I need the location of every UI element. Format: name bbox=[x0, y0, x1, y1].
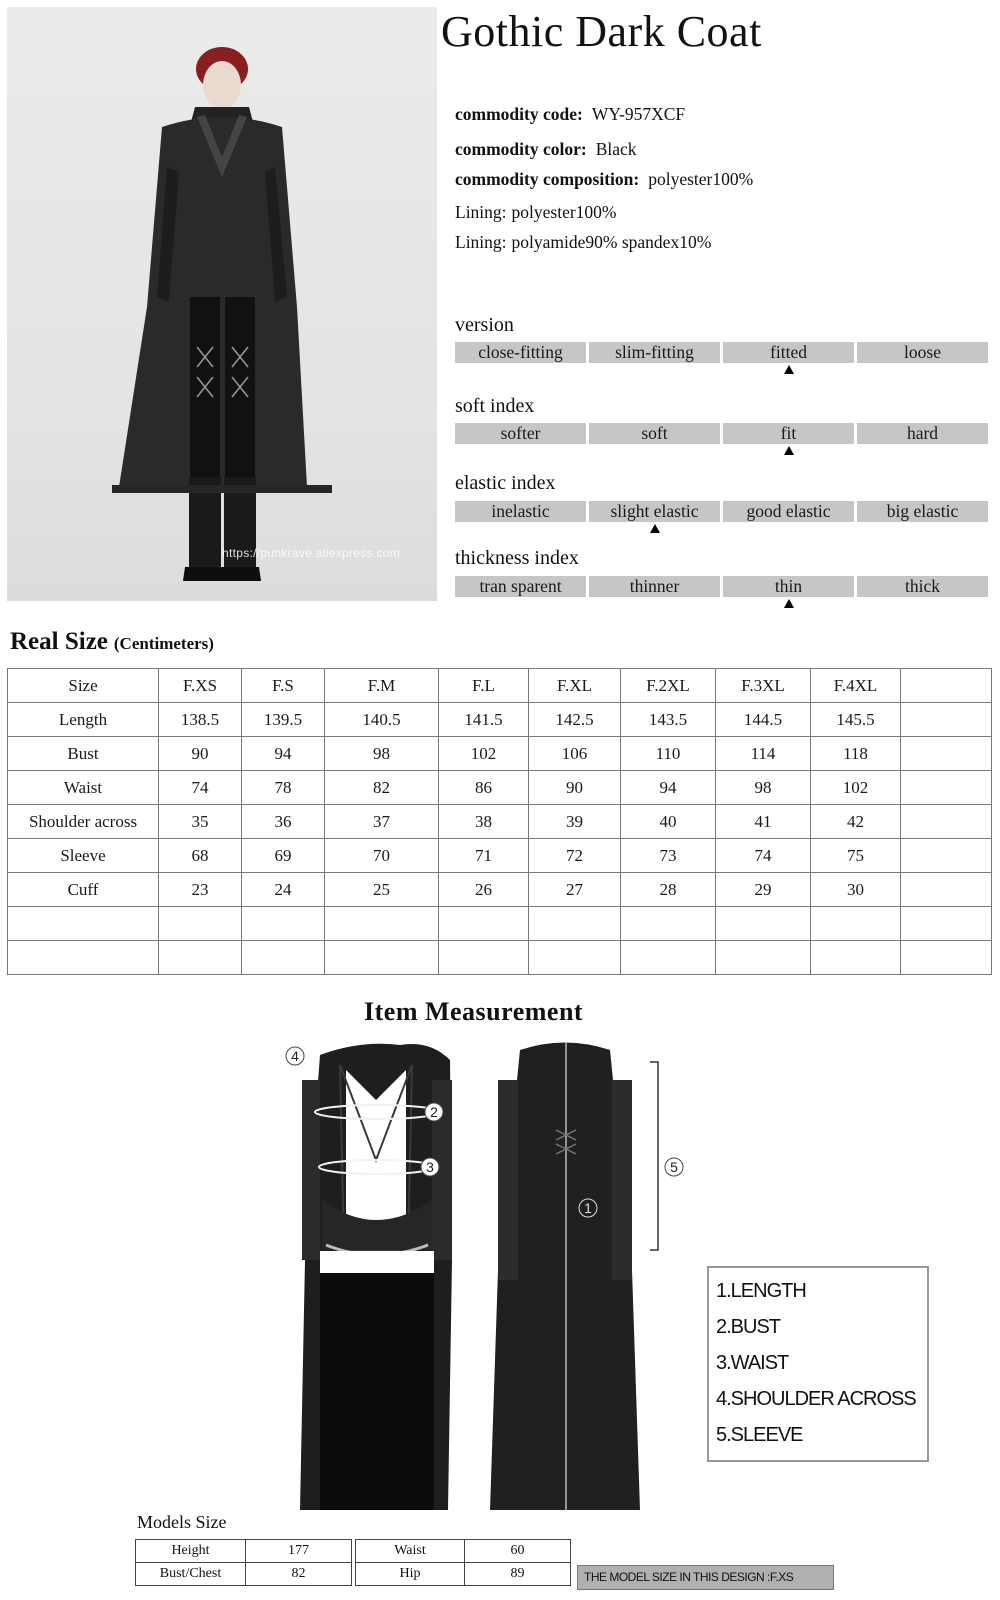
value-cell: 94 bbox=[621, 771, 716, 805]
value-cell bbox=[621, 907, 716, 941]
legend-waist: 3.WAIST bbox=[716, 1352, 789, 1374]
models-size-table-right bbox=[355, 1539, 571, 1586]
row-label-cell bbox=[8, 941, 159, 975]
spec-commodity-composition bbox=[455, 169, 753, 190]
option-slight-elastic: slight elastic bbox=[589, 501, 720, 522]
spec-label: commodity code: bbox=[455, 104, 583, 124]
table-header-cell: F.4XL bbox=[811, 669, 901, 703]
selected-marker bbox=[650, 524, 660, 533]
value-cell: 90 bbox=[159, 737, 242, 771]
model-illustration bbox=[7, 7, 437, 601]
spec-commodity-color bbox=[455, 139, 637, 160]
value-cell bbox=[811, 907, 901, 941]
spec-value: polyester100% bbox=[511, 202, 617, 222]
model-height-label: Height bbox=[136, 1540, 246, 1563]
value-cell bbox=[325, 941, 439, 975]
value-cell: 94 bbox=[242, 737, 325, 771]
value-cell: 71 bbox=[439, 839, 529, 873]
value-cell: 86 bbox=[439, 771, 529, 805]
table-header-cell: F.S bbox=[242, 669, 325, 703]
index-bar-elastic bbox=[455, 501, 987, 522]
spec-label: commodity color: bbox=[455, 139, 587, 159]
value-cell: 74 bbox=[716, 839, 811, 873]
value-cell bbox=[901, 941, 992, 975]
marker-1: 1 bbox=[584, 1200, 592, 1216]
value-cell bbox=[529, 907, 621, 941]
option-thick: thick bbox=[857, 576, 988, 597]
table-row bbox=[8, 941, 992, 975]
value-cell: 144.5 bbox=[716, 703, 811, 737]
index-title-elastic: elastic index bbox=[455, 472, 556, 494]
value-cell: 36 bbox=[242, 805, 325, 839]
value-cell: 40 bbox=[621, 805, 716, 839]
option-fitted: fitted bbox=[723, 342, 854, 363]
value-cell bbox=[439, 941, 529, 975]
value-cell: 35 bbox=[159, 805, 242, 839]
option-loose: loose bbox=[857, 342, 988, 363]
value-cell bbox=[242, 941, 325, 975]
table-row bbox=[8, 737, 992, 771]
row-label-cell bbox=[8, 907, 159, 941]
value-cell: 114 bbox=[716, 737, 811, 771]
legend-bust: 2.BUST bbox=[716, 1316, 781, 1338]
legend-length: 1.LENGTH bbox=[716, 1280, 806, 1302]
value-cell: 118 bbox=[811, 737, 901, 771]
table-header-cell: F.3XL bbox=[716, 669, 811, 703]
real-size-title bbox=[10, 628, 214, 656]
table-header-cell: Size bbox=[8, 669, 159, 703]
table-header-cell: F.XL bbox=[529, 669, 621, 703]
spec-label: Lining: bbox=[455, 232, 507, 252]
value-cell bbox=[901, 771, 992, 805]
value-cell: 90 bbox=[529, 771, 621, 805]
value-cell: 98 bbox=[716, 771, 811, 805]
model-size-note: THE MODEL SIZE IN THIS DESIGN :F.XS bbox=[577, 1565, 834, 1590]
option-good-elastic: good elastic bbox=[723, 501, 854, 522]
model-hip-label: Hip bbox=[356, 1563, 465, 1586]
option-thin: thin bbox=[723, 576, 854, 597]
option-thinner: thinner bbox=[589, 576, 720, 597]
table-row bbox=[8, 805, 992, 839]
product-title: Gothic Dark Coat bbox=[441, 7, 762, 56]
table-row bbox=[356, 1540, 571, 1563]
value-cell: 139.5 bbox=[242, 703, 325, 737]
models-size-table-left bbox=[135, 1539, 352, 1586]
option-fit: fit bbox=[723, 423, 854, 444]
table-row bbox=[8, 703, 992, 737]
value-cell: 41 bbox=[716, 805, 811, 839]
selected-marker bbox=[784, 446, 794, 455]
marker-4: 4 bbox=[291, 1048, 299, 1064]
value-cell: 140.5 bbox=[325, 703, 439, 737]
table-row bbox=[8, 907, 992, 941]
value-cell: 74 bbox=[159, 771, 242, 805]
spec-lining-1 bbox=[455, 202, 617, 223]
table-header-cell: F.XS bbox=[159, 669, 242, 703]
option-hard: hard bbox=[857, 423, 988, 444]
row-label-cell: Bust bbox=[8, 737, 159, 771]
value-cell: 102 bbox=[811, 771, 901, 805]
index-title-soft: soft index bbox=[455, 395, 535, 417]
value-cell bbox=[901, 737, 992, 771]
model-waist-label: Waist bbox=[356, 1540, 465, 1563]
value-cell bbox=[716, 907, 811, 941]
index-bar-version bbox=[455, 342, 987, 363]
spec-commodity-code bbox=[455, 104, 685, 125]
real-size-unit: (Centimeters) bbox=[113, 634, 214, 653]
item-measurement-title: Item Measurement bbox=[364, 997, 584, 1026]
value-cell: 38 bbox=[439, 805, 529, 839]
index-title-thickness: thickness index bbox=[455, 547, 579, 569]
coat-back-view bbox=[490, 1042, 658, 1510]
spec-value: Black bbox=[595, 139, 637, 159]
marker-3: 3 bbox=[426, 1159, 434, 1175]
real-size-heading: Real Size bbox=[10, 628, 108, 655]
index-title-version: version bbox=[455, 314, 514, 336]
value-cell: 142.5 bbox=[529, 703, 621, 737]
value-cell: 138.5 bbox=[159, 703, 242, 737]
legend-sleeve: 5.SLEEVE bbox=[716, 1424, 803, 1446]
value-cell: 23 bbox=[159, 873, 242, 907]
value-cell bbox=[242, 907, 325, 941]
marker-5: 5 bbox=[670, 1159, 678, 1175]
value-cell: 26 bbox=[439, 873, 529, 907]
option-soft: soft bbox=[589, 423, 720, 444]
model-hip-value: 89 bbox=[465, 1563, 571, 1586]
table-header-cell: F.L bbox=[439, 669, 529, 703]
size-table bbox=[7, 668, 992, 975]
option-softer: softer bbox=[455, 423, 586, 444]
table-row bbox=[356, 1563, 571, 1586]
value-cell: 42 bbox=[811, 805, 901, 839]
table-row bbox=[136, 1563, 352, 1586]
value-cell: 70 bbox=[325, 839, 439, 873]
row-label-cell: Sleeve bbox=[8, 839, 159, 873]
value-cell bbox=[325, 907, 439, 941]
option-close-fitting: close-fitting bbox=[455, 342, 586, 363]
index-bar-thickness bbox=[455, 576, 987, 597]
selected-marker bbox=[784, 599, 794, 608]
model-bust-label: Bust/Chest bbox=[136, 1563, 246, 1586]
model-photo bbox=[7, 7, 437, 601]
value-cell bbox=[901, 907, 992, 941]
value-cell: 141.5 bbox=[439, 703, 529, 737]
model-bust-value: 82 bbox=[246, 1563, 352, 1586]
value-cell bbox=[901, 805, 992, 839]
value-cell: 143.5 bbox=[621, 703, 716, 737]
value-cell: 30 bbox=[811, 873, 901, 907]
row-label-cell: Waist bbox=[8, 771, 159, 805]
value-cell: 69 bbox=[242, 839, 325, 873]
value-cell: 28 bbox=[621, 873, 716, 907]
measurement-diagram bbox=[280, 1040, 700, 1510]
size-table-body bbox=[8, 669, 992, 975]
spec-value: polyester100% bbox=[648, 169, 754, 189]
models-size-title: Models Size bbox=[137, 1512, 227, 1532]
value-cell: 39 bbox=[529, 805, 621, 839]
legend-shoulder-across: 4.SHOULDER ACROSS bbox=[716, 1388, 916, 1410]
spec-label: commodity composition: bbox=[455, 169, 640, 189]
value-cell bbox=[159, 907, 242, 941]
value-cell bbox=[811, 941, 901, 975]
photo-watermark: https://punkrave.aliexpress.com bbox=[222, 546, 401, 560]
value-cell: 106 bbox=[529, 737, 621, 771]
value-cell: 78 bbox=[242, 771, 325, 805]
spec-label: Lining: bbox=[455, 202, 507, 222]
value-cell: 73 bbox=[621, 839, 716, 873]
value-cell: 29 bbox=[716, 873, 811, 907]
row-label-cell: Cuff bbox=[8, 873, 159, 907]
table-header-cell bbox=[901, 669, 992, 703]
value-cell: 82 bbox=[325, 771, 439, 805]
row-label-cell: Length bbox=[8, 703, 159, 737]
value-cell: 24 bbox=[242, 873, 325, 907]
value-cell: 98 bbox=[325, 737, 439, 771]
index-bar-soft bbox=[455, 423, 987, 444]
value-cell: 145.5 bbox=[811, 703, 901, 737]
value-cell bbox=[901, 839, 992, 873]
marker-2: 2 bbox=[430, 1104, 438, 1120]
value-cell bbox=[716, 941, 811, 975]
value-cell: 102 bbox=[439, 737, 529, 771]
table-row bbox=[8, 873, 992, 907]
value-cell: 37 bbox=[325, 805, 439, 839]
option-big-elastic: big elastic bbox=[857, 501, 988, 522]
value-cell bbox=[439, 907, 529, 941]
value-cell: 27 bbox=[529, 873, 621, 907]
value-cell: 75 bbox=[811, 839, 901, 873]
value-cell bbox=[159, 941, 242, 975]
selected-marker bbox=[784, 365, 794, 374]
value-cell: 110 bbox=[621, 737, 716, 771]
measurement-legend bbox=[707, 1266, 929, 1462]
table-row bbox=[136, 1540, 352, 1563]
option-inelastic: inelastic bbox=[455, 501, 586, 522]
model-height-value: 177 bbox=[246, 1540, 352, 1563]
model-waist-value: 60 bbox=[465, 1540, 571, 1563]
value-cell bbox=[901, 703, 992, 737]
option-slim-fitting: slim-fitting bbox=[589, 342, 720, 363]
value-cell: 68 bbox=[159, 839, 242, 873]
table-header-cell: F.2XL bbox=[621, 669, 716, 703]
value-cell bbox=[529, 941, 621, 975]
row-label-cell: Shoulder across bbox=[8, 805, 159, 839]
value-cell bbox=[621, 941, 716, 975]
option-transparent: tran sparent bbox=[455, 576, 586, 597]
value-cell: 72 bbox=[529, 839, 621, 873]
value-cell: 25 bbox=[325, 873, 439, 907]
spec-lining-2 bbox=[455, 232, 711, 253]
table-header-row bbox=[8, 669, 992, 703]
value-cell bbox=[901, 873, 992, 907]
table-row bbox=[8, 839, 992, 873]
table-row bbox=[8, 771, 992, 805]
spec-value: WY-957XCF bbox=[591, 104, 686, 124]
table-header-cell: F.M bbox=[325, 669, 439, 703]
spec-value: polyamide90% spandex10% bbox=[511, 232, 712, 252]
